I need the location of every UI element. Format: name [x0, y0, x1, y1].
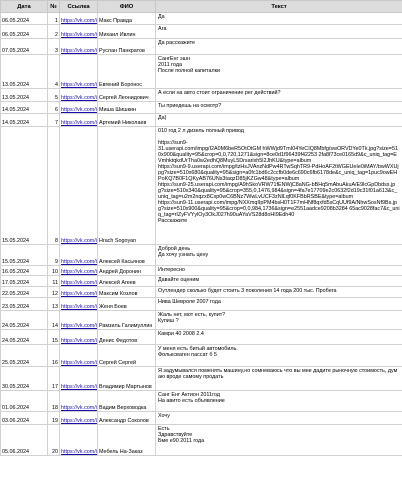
cell-name[interactable]: Сергей Сергей [98, 345, 156, 367]
cell-name[interactable]: Миша Шишкин [98, 102, 156, 114]
cell-text[interactable]: 010 год 2 л дизель полный привод https://sun9- 31.userapi.com/impg/I2A0M6beR5OtOtGM hWWjd9TmI04YeCIQ8Mbfg/swORVDYe0Tk.jpg?size=510x900&quality=95&crop=0,0,720,1271&sign=8ce0d1f96439f42253 2fa8f73ce0165d9&c_uniq_tag=EVmhktqkdUrTha0w2edhQ8MuyL5Drsarixh5l2JhKU&type=album https://sun9-9.userapi.com/impg/tzHsJVAnzNdPw4RTwSqhTR9-PdHoAF2tWGEUeIe0iMAY/bwWXUjpg?size=510x680&quality=95&sign=a0fc1bd6c2ccfb0de6c690c6fb6178de&c_uniq_tag=1puc9owEHPoKQ7B0F1QKyAB76UNs3taqzD85jKZGw48&type=album https://sun9-25.userapi.com/impg/A9hSkoVRW71fENWjC8aNG-bBHq5mAbuAkuA/E9lcGpDbdss.jpg?size=510x340&quality=95&crop=355,0,1476,984&sign=4fa7e17709e2c0632f2d19c31f01a613&c_uniq_tag=u2m2nqzx8Cxp0wC6BNz7WwLvUCF3zNlLqf0KFBbRSBE&type=album https://sun9-11.userapi.com/impg/NXXmqIIpPM4bsH0T1F7mHNf8qxfd5sCqUUf9A/NhwSosNf9Bs.jpg?size=510x900&quality=95&crop=0,0,984,1736&sign=e2551aadce9208b3284 65ac9028fac7&c_uniq_tag=rIZyFVYylOy3OkJ027h90uAYaVS28d8oHI9Edh40 Расскажите [156, 127, 402, 245]
cell-number[interactable]: 6 [48, 102, 60, 114]
cell-text[interactable]: Санг Енг Актион 2011год На авито есть объявление [156, 391, 402, 412]
cell-text[interactable]: Есть Здравствуйте Бме е90 2011 года [156, 425, 402, 456]
cell-number[interactable]: 5 [48, 89, 60, 102]
cell-name[interactable]: Вадим Верховодка [98, 391, 156, 412]
cell-name[interactable]: Александр Соколов [98, 412, 156, 425]
cell-text[interactable]: Интересно [156, 266, 402, 276]
cell-link[interactable]: https://vk.com/i [60, 266, 98, 276]
cell-number[interactable]: 3 [48, 39, 60, 55]
cell-link[interactable]: https://vk.com/i [60, 25, 98, 39]
cell-text[interactable]: Жаль нет, мот есть, купит? Купиш ? [156, 311, 402, 330]
cell-text[interactable]: Я задумывался поменять машину,но сомневаюсь что вы мне дадите рыночную стоимость, думаю вроде самому продать [156, 367, 402, 391]
cell-name[interactable]: Владимир Мартынов [98, 367, 156, 391]
cell-number[interactable]: 19 [48, 412, 60, 425]
cell-number[interactable]: 20 [48, 425, 60, 456]
cell-name[interactable]: Руслан Панкратов [98, 39, 156, 55]
table-row[interactable] [1, 25, 402, 39]
cell-link[interactable]: https://vk.com/i [60, 345, 98, 367]
cell-link[interactable]: https://vk.com/i [60, 391, 98, 412]
cell-date[interactable]: 24.05.2024 [1, 311, 48, 330]
table-row[interactable] [1, 13, 402, 25]
cell-link[interactable]: https://vk.com/i [60, 276, 98, 287]
cell-date[interactable]: 03.06.2024 [1, 412, 48, 425]
header-link[interactable]: Ссылка [60, 1, 98, 13]
cell-date[interactable]: 24.05.2024 [1, 330, 48, 345]
cell-number[interactable]: 7 [48, 114, 60, 127]
cell-text[interactable]: Да) [156, 114, 402, 127]
table-row[interactable] [1, 391, 402, 412]
cell-number[interactable]: 14 [48, 311, 60, 330]
table-row[interactable] [1, 412, 402, 425]
cell-date[interactable]: 05.06.2024 [1, 425, 48, 456]
cell-text[interactable]: Да [156, 13, 402, 25]
cell-date[interactable]: 22.05.2024 [1, 287, 48, 298]
table-row[interactable] [1, 55, 402, 89]
cell-name[interactable]: Алексей Касьянов [98, 245, 156, 266]
cell-date[interactable]: 15.05.2024 [1, 245, 48, 266]
cell-date[interactable]: 30.05.2024 [1, 367, 48, 391]
cell-number[interactable]: 12 [48, 287, 60, 298]
cell-date[interactable]: 13.05.2024 [1, 89, 48, 102]
cell-date[interactable]: 06.05.2024 [1, 25, 48, 39]
cell-link[interactable]: https://vk.com/i [60, 13, 98, 25]
cell-date[interactable]: 14.05.2024 [1, 102, 48, 114]
header-name[interactable]: ФИО [98, 1, 156, 13]
cell-text[interactable]: Нива Шевроле 2007 года [156, 298, 402, 311]
cell-name[interactable]: Артемий Николаев [98, 114, 156, 127]
cell-number[interactable]: 15 [48, 330, 60, 345]
cell-link[interactable]: https://vk.com/i [60, 412, 98, 425]
table-row[interactable] [1, 276, 402, 287]
cell-date[interactable]: 17.05.2024 [1, 276, 48, 287]
header-text[interactable]: Текст [156, 1, 402, 13]
table-row[interactable] [1, 245, 402, 266]
cell-name[interactable]: Максим Козлов [98, 287, 156, 298]
cell-text[interactable]: А если на авто стоит ограничение рег действий? [156, 89, 402, 102]
cell-date[interactable]: 06.05.2024 [1, 13, 48, 25]
table-row[interactable] [1, 266, 402, 276]
cell-text[interactable]: Ты приедешь на осмотр? [156, 102, 402, 114]
cell-number[interactable]: 18 [48, 391, 60, 412]
cell-text[interactable]: У меня есть битый автомобиль. Фольксваген пассат б 5 [156, 345, 402, 367]
cell-link[interactable]: https://vk.com/i [60, 287, 98, 298]
cell-link[interactable]: https://vk.com/i [60, 114, 98, 127]
table-row[interactable] [1, 127, 402, 245]
cell-text[interactable]: Оутлендер сколько будет стоить 3 поколения 14 года 200 тыс. Пробега [156, 287, 402, 298]
cell-name[interactable]: Андрей Доронин [98, 266, 156, 276]
cell-name[interactable]: Мебель На-Заказ [98, 425, 156, 456]
cell-number[interactable]: 13 [48, 298, 60, 311]
cell-text[interactable]: Да расскажите [156, 39, 402, 55]
header-number[interactable]: № [48, 1, 60, 13]
cell-name[interactable]: Михаил Ивлин [98, 25, 156, 39]
cell-date[interactable]: 07.05.2024 [1, 39, 48, 55]
table-row[interactable] [1, 39, 402, 55]
table-row[interactable] [1, 89, 402, 102]
cell-number[interactable]: 8 [48, 127, 60, 245]
cell-name[interactable]: Евгений Боронос [98, 55, 156, 89]
cell-date[interactable]: 01.06.2024 [1, 391, 48, 412]
cell-text[interactable]: Давайте оценим [156, 276, 402, 287]
cell-date[interactable]: 14.05.2024 [1, 114, 48, 127]
table-row[interactable] [1, 102, 402, 114]
cell-date[interactable]: 15.05.2024 [1, 127, 48, 245]
cell-name[interactable]: Макс Правда [98, 13, 156, 25]
table-row[interactable] [1, 330, 402, 345]
cell-link[interactable]: https://vk.com/i [60, 367, 98, 391]
header-row [1, 1, 402, 13]
cell-text[interactable]: СангЕнг эшн 2011 года После полной капиталки [156, 55, 402, 89]
cell-name[interactable]: Сергей Леонидович [98, 89, 156, 102]
table-row[interactable] [1, 367, 402, 391]
cell-name[interactable]: Алексей Агеев [98, 276, 156, 287]
cell-link[interactable]: https://vk.com/i [60, 330, 98, 345]
cell-number[interactable]: 10 [48, 266, 60, 276]
cell-link[interactable]: https://vk.com/i [60, 298, 98, 311]
cell-date[interactable]: 23.05.2024 [1, 298, 48, 311]
table-row[interactable] [1, 311, 402, 330]
cell-name[interactable]: Hrach Sogoyan [98, 127, 156, 245]
cell-date[interactable]: 16.05.2024 [1, 266, 48, 276]
table-row[interactable] [1, 345, 402, 367]
cell-link[interactable]: https://vk.com/i [60, 102, 98, 114]
cell-number[interactable]: 4 [48, 55, 60, 89]
cell-name[interactable]: Денис Федотов [98, 330, 156, 345]
cell-number[interactable]: 11 [48, 276, 60, 287]
cell-number[interactable]: 9 [48, 245, 60, 266]
cell-number[interactable]: 2 [48, 25, 60, 39]
cell-name[interactable]: Женя Боев [98, 298, 156, 311]
cell-link[interactable]: https://vk.com/i [60, 55, 98, 89]
cell-link[interactable]: https://vk.com/i [60, 245, 98, 266]
cell-text[interactable]: Хочу [156, 412, 402, 425]
cell-link[interactable]: https://vk.com/i [60, 425, 98, 456]
cell-date[interactable]: 13.05.2024 [1, 55, 48, 89]
cell-text[interactable]: Камри 40 2008 2.4 [156, 330, 402, 345]
cell-number[interactable]: 17 [48, 367, 60, 391]
table-row[interactable] [1, 425, 402, 456]
table-row[interactable] [1, 114, 402, 127]
header-date[interactable]: Дата [1, 1, 48, 13]
cell-number[interactable]: 16 [48, 345, 60, 367]
cell-text[interactable]: Ага [156, 25, 402, 39]
cell-text[interactable]: Доброй день Да хочу узнать цену [156, 245, 402, 266]
cell-link[interactable]: https://vk.com/i [60, 39, 98, 55]
cell-date[interactable]: 25.05.2024 [1, 345, 48, 367]
cell-name[interactable]: Рамзиль Галимуллин [98, 311, 156, 330]
cell-link[interactable]: https://vk.com/i [60, 89, 98, 102]
cell-link[interactable]: https://vk.com/i [60, 311, 98, 330]
cell-link[interactable]: https://vk.com/i [60, 127, 98, 245]
table-row[interactable] [1, 287, 402, 298]
table-row[interactable] [1, 298, 402, 311]
cell-number[interactable]: 1 [48, 13, 60, 25]
